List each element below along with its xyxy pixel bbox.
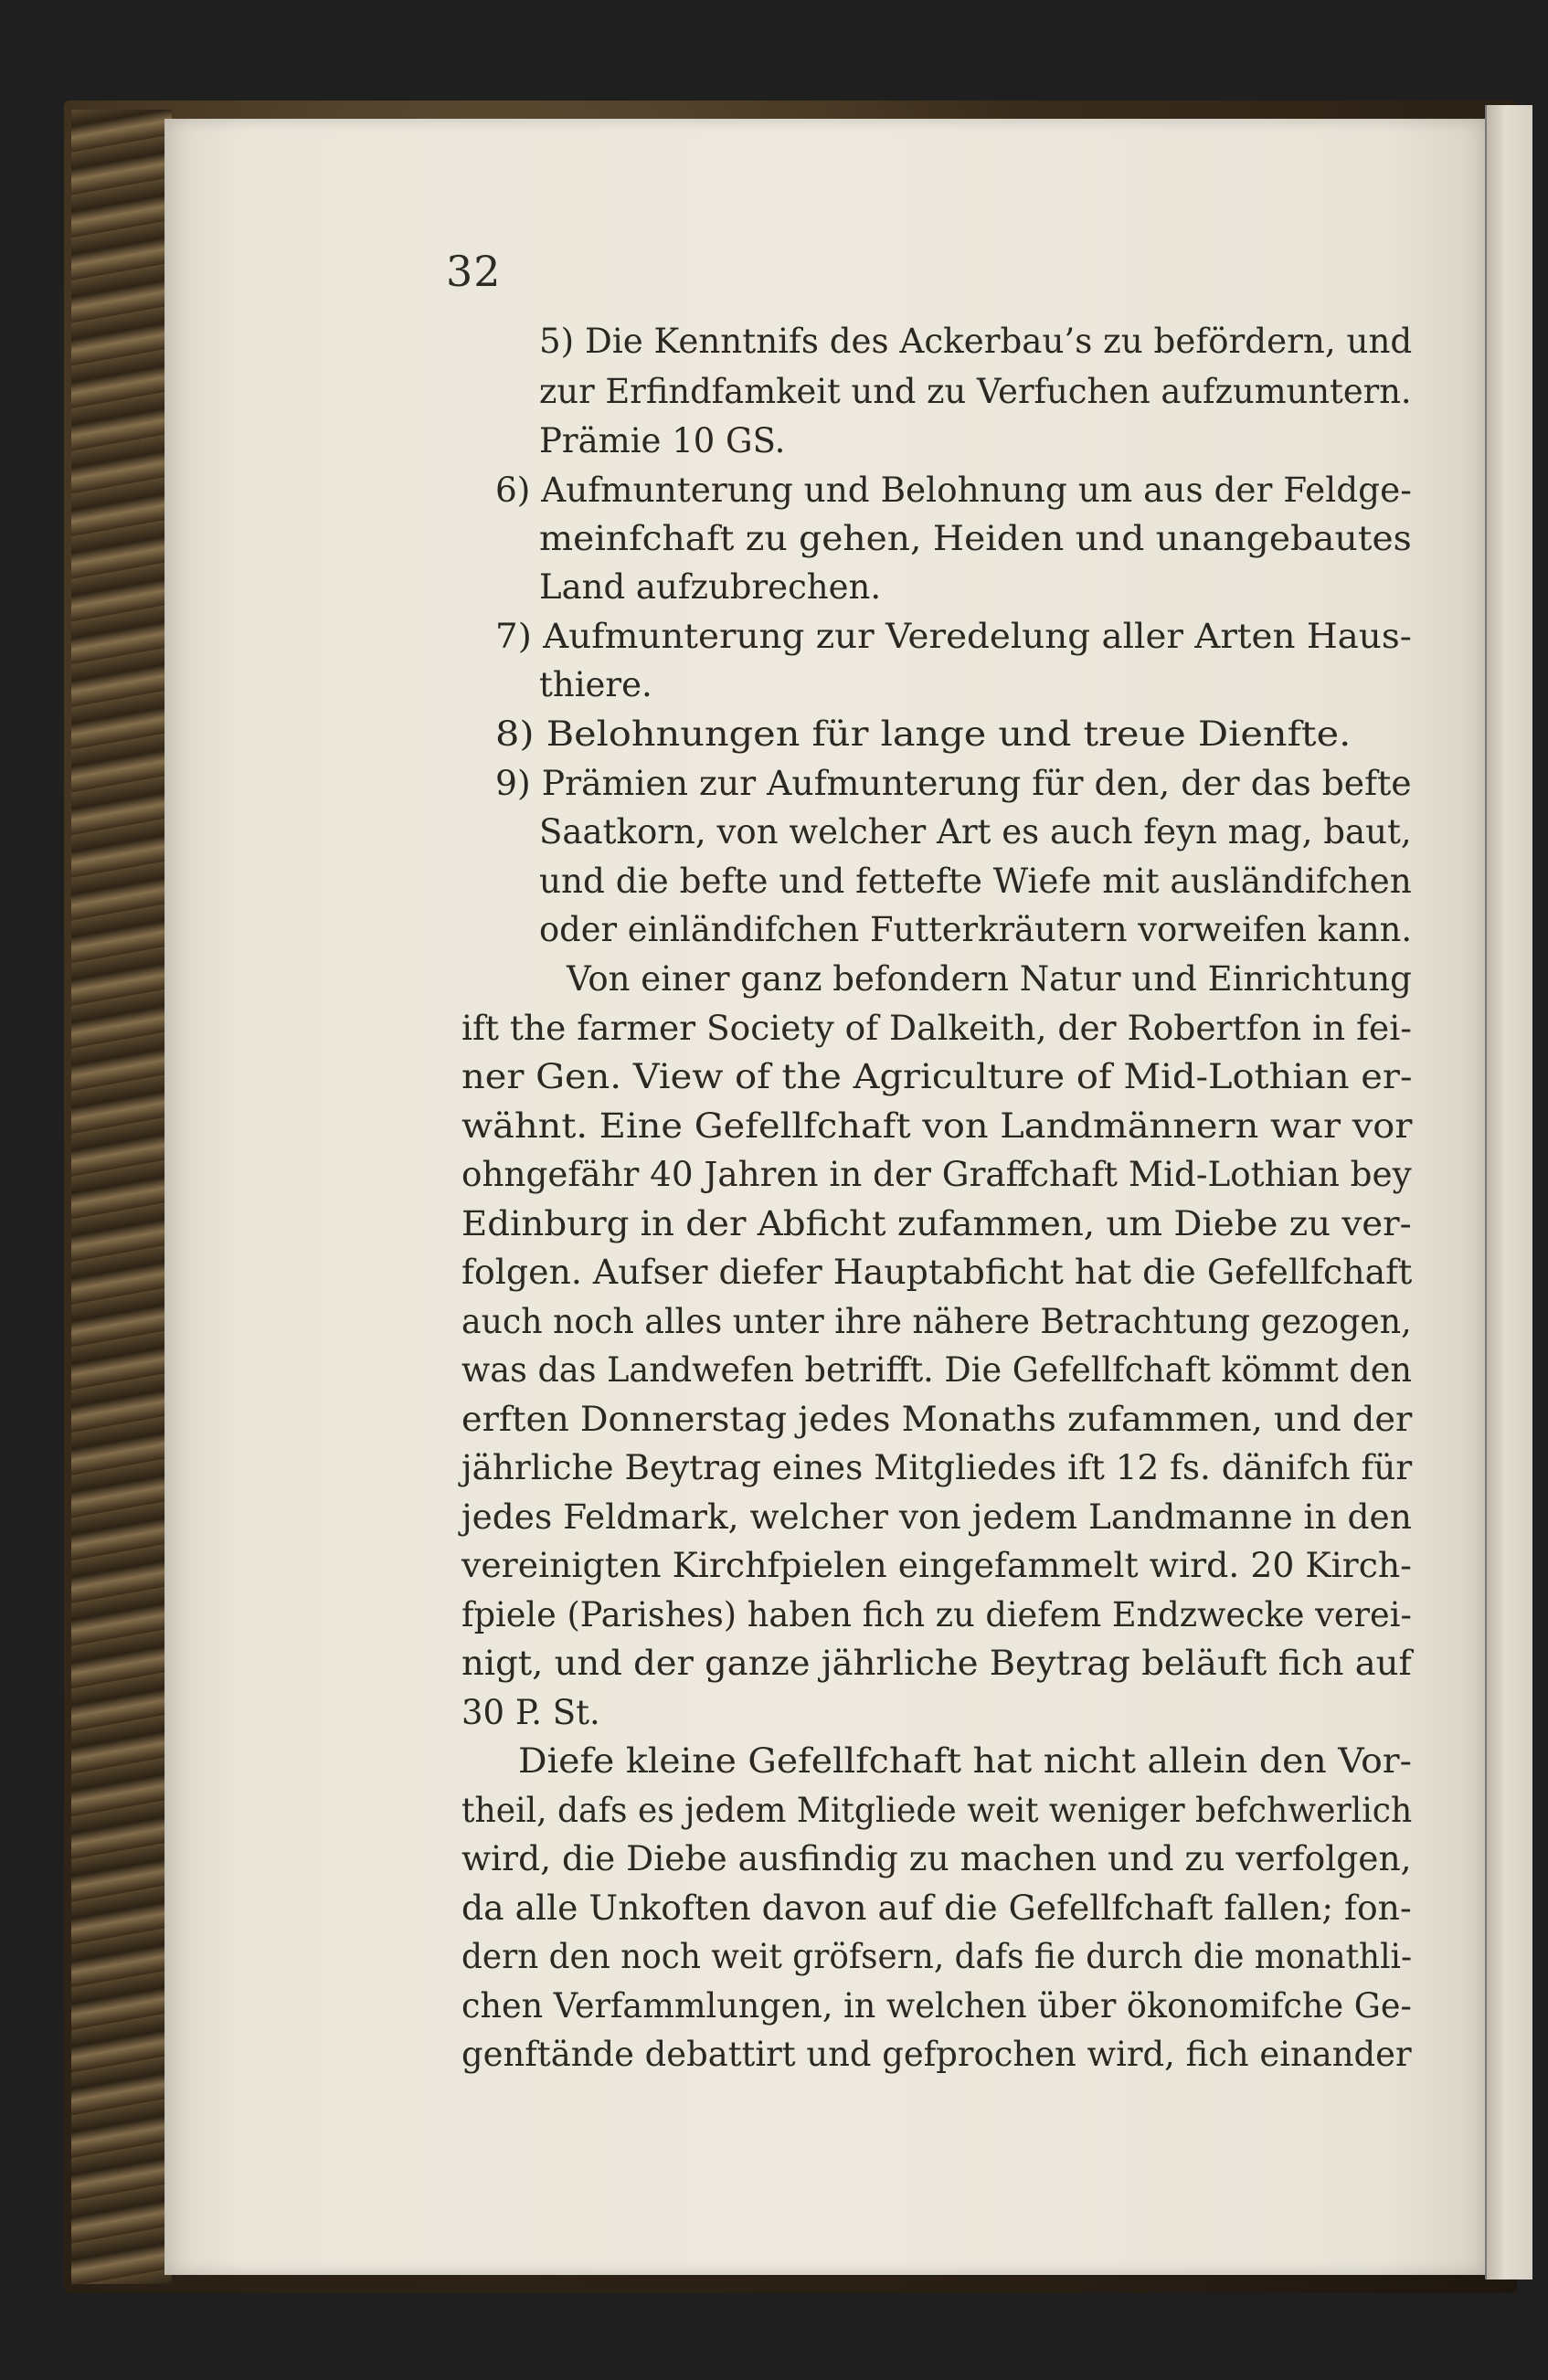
text-line: Prämie 10 GS.: [539, 421, 786, 460]
text-line: zur Erfindfamkeit und zu Verfuchen aufzumuntern.: [539, 372, 1412, 411]
text-line: da alle Unkoften davon auf die Gefellfchaft fallen; fon-: [461, 1888, 1412, 1928]
text-line: jedes Feldmark, welcher von jedem Landmanne in den: [461, 1497, 1412, 1537]
text-line: oder einländifchen Futterkräutern vorweifen kann.: [539, 910, 1413, 949]
text-line: ner Gen. View of the Agriculture of Mid-Lothian er-: [461, 1057, 1413, 1096]
text-line: theil, dafs es jedem Mitgliede weit weniger befchwerlich: [461, 1791, 1413, 1830]
text-line: genftände debattirt und gefprochen wird, fich einander: [461, 2035, 1412, 2074]
text-line: 6) Aufmunterung und Belohnung um aus der Feldge-: [495, 471, 1412, 510]
text-line: folgen. Aufser diefer Hauptabficht hat die Gefellfchaft: [461, 1253, 1413, 1292]
text-line: chen Verfammlungen, in welchen über ökonomifche Ge-: [461, 1986, 1412, 2026]
text-line: Diefe kleine Gefellfchaft hat nicht allein den Vor-: [518, 1741, 1412, 1781]
page-number: 32: [446, 247, 502, 296]
text-line: dern den noch weit gröfsern, dafs fie durch die monathli-: [461, 1937, 1413, 1976]
text-line: 30 P. St.: [461, 1693, 600, 1732]
text-line: wähnt. Eine Gefellfchaft von Landmännern war vor: [461, 1106, 1413, 1146]
text-line: 7) Aufmunterung zur Veredelung aller Arten Haus-: [495, 617, 1412, 656]
text-line: Saatkorn, von welcher Art es auch feyn mag, baut,: [539, 812, 1412, 852]
text-line: thiere.: [539, 665, 652, 704]
facing-page-edge: [1485, 105, 1532, 2280]
text-line: 5) Die Kenntnifs des Ackerbau’s zu befördern, und: [539, 322, 1413, 361]
text-line: und die befte und fettefte Wiefe mit ausländifchen: [539, 862, 1412, 901]
text-line: ohngefähr 40 Jahren in der Graffchaft Mid-Lothian bey: [461, 1155, 1412, 1194]
text-line: Von einer ganz befondern Natur und Einrichtung: [567, 959, 1412, 999]
text-line: Edinburg in der Abficht zufammen, um Diebe zu ver-: [461, 1204, 1412, 1243]
text-line: auch noch alles unter ihre nähere Betrachtung gezogen,: [461, 1302, 1412, 1341]
text-line: nigt, und der ganze jährliche Beytrag beläuft fich auf: [461, 1644, 1412, 1683]
text-line: Land aufzubrechen.: [539, 567, 882, 607]
text-line: wird, die Diebe ausfindig zu machen und zu verfolgen,: [461, 1839, 1412, 1878]
text-line: 8) Belohnungen für lange und treue Dienfte.: [495, 714, 1352, 754]
text-line: was das Landwefen betrifft. Die Gefellfchaft kömmt den: [461, 1350, 1412, 1390]
text-line: 9) Prämien zur Aufmunterung für den, der das befte: [495, 764, 1412, 803]
text-line: jährliche Beytrag eines Mitgliedes ift 12 fs. dänifch für: [461, 1448, 1413, 1487]
marbled-cover-edge: [71, 110, 172, 2284]
text-line: ift the farmer Society of Dalkeith, der Robertfon in fei-: [461, 1009, 1412, 1048]
text-line: vereinigten Kirchfpielen eingefammelt wird. 20 Kirch-: [461, 1546, 1412, 1585]
text-line: meinfchaft zu gehen, Heiden und unangebautes: [539, 519, 1412, 558]
text-line: fpiele (Parishes) haben fich zu diefem Endzwecke verei-: [461, 1595, 1412, 1634]
text-line: erften Donnerstag jedes Monaths zufammen, und der: [461, 1400, 1413, 1439]
